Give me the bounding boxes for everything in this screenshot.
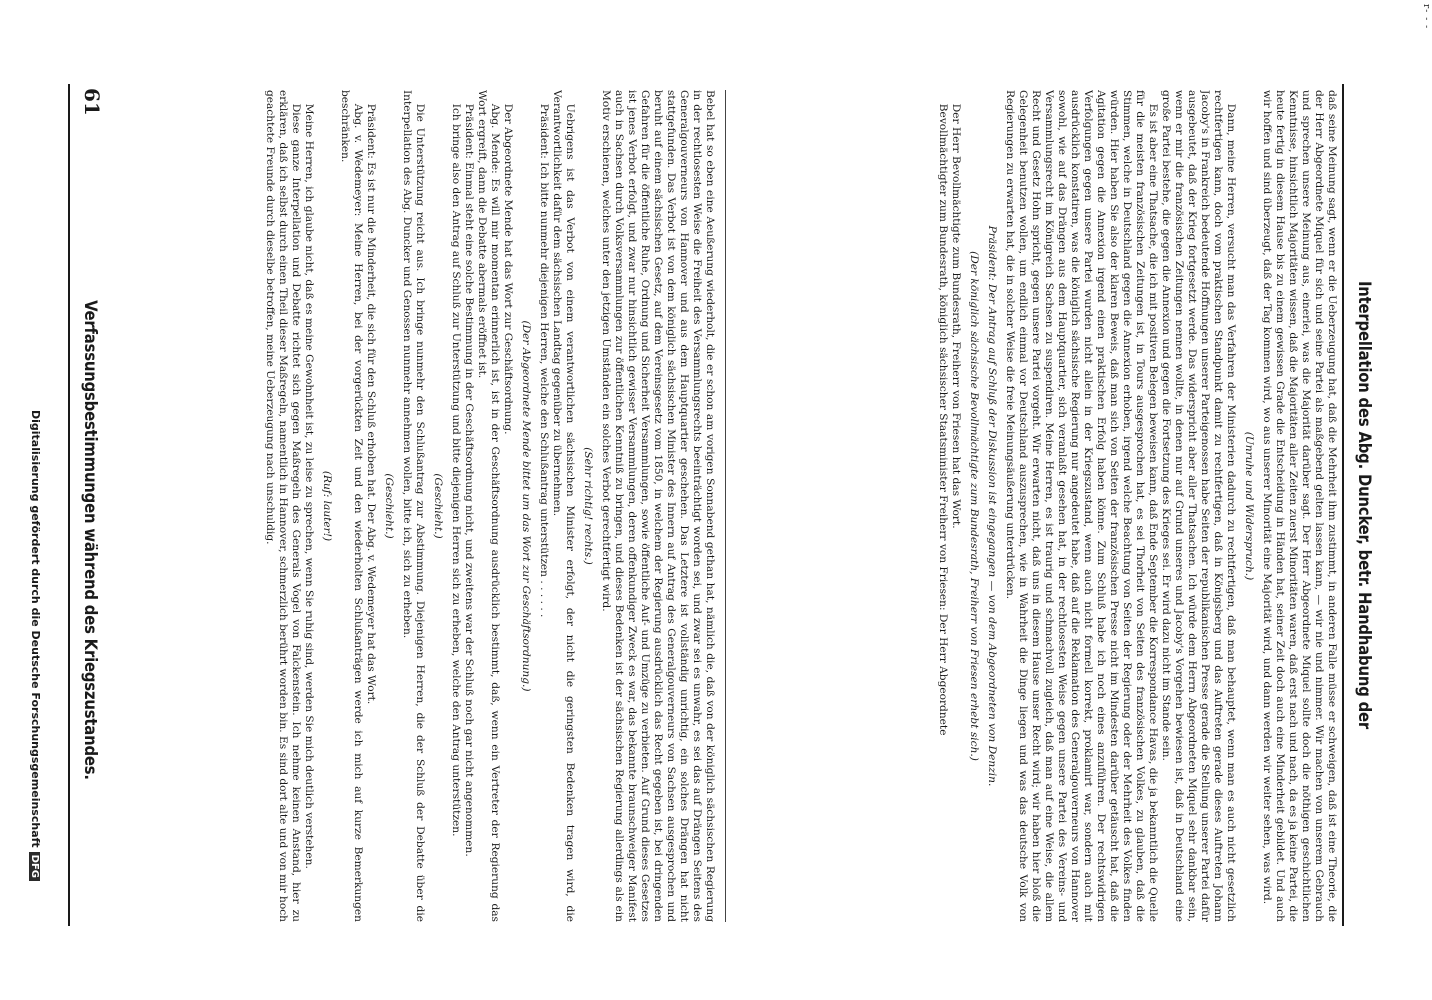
paragraph: Der Abgeordnete Mende hat das Wort zur Geschäftsordnung. [502, 103, 514, 435]
digitization-credit [22, 410, 42, 970]
paragraph: Ich bringe also den Antrag auf Schluß zur Unterstützung und bitte diejenigen Herren sich zu erheben, welche den Antrag unterstützen. [450, 103, 462, 837]
credit-text: Digitalisierung gefördert durch die Deutsche Forschungsgemeinschaft [29, 410, 42, 848]
left-header-rule [1342, 84, 1344, 926]
paragraph: Der Herr Bevollmächtigte zum Bundesrath, Freiherr von Friesen hat das Wort. [950, 103, 962, 529]
paragraph: (Ruf: lauter!) [321, 470, 333, 542]
paragraph: (Sehr richtig! rechts.) [582, 447, 594, 565]
paragraph: (Unruhe und Widerspruch.) [1243, 431, 1255, 581]
paragraph: Es ist aber eine Thatsache, die ich mit positiven Belegen beweisen kann, daß Ende September die Korrespondance Havas, die ja bekanntlich die Quelle für die meisten französischen Zeitungen ist, in Tours ausgesprochen hat, es sei Thorheit von Seiten des französischen Volkes, zu glauben, daß die Stimmen, welche in Deutschland gegen die Annexion erhoben, irgend welche Beachtung von Seiten der Regierung oder der Mehrheit des Volkes finden würden. Hier haben Sie also der klaren Beweis, daß man sich von Seiten der französischen Presse nicht im Mindesten darüber getäuscht hat, daß die Agitation gegen die Annexion irgend einen praktischen Erfolg haben könne. Zum Schluß habe ich noch eines anzuführen. Der rechtswidrigen Verfolgungen gegen unsere Partei wurden nicht allein in der Kriegszustand, wenn auch nicht formell korrekt, proklamirt war, sondern auch mit ausdrücklich konstatiren, was die königlich sächsische Regierung nur angedeutet habe, daß auf die Reklamation des Generalgouverneurs von Hannover sowohl, wie auf das Drängen aus dem Hauptquartier, sich veranlaßt gesehen hat, in der rechtlosesten Weise gegen unsere Partei des Vereins- und Versammlungsrecht im Königreich Sachsen zu suspendiren. Meine Herren, es ist traurig und schmachvoll zugleich, daß man auf eine Weise, die allem Recht und Gesetz Hohn spricht, gegen unsere Partei vorgeht. Wir erwarten nicht, daß uns in diesem Hause unser Recht wird; wir haben hier bloß die Gelegenheit benutzen wollen, um endlich einmal vor Deutschland auszusprechen, wie in Wahrheit die Dinge liegen und was das deutsche Volk von Regierungen zu erwarten hat, die in solcher Weise die freie Meinungsäußerung unterdrücken. [1004, 90, 1159, 922]
paragraph: (Geschieht.) [383, 473, 395, 539]
paragraph: Meine Herren, ich glaube nicht, daß es meine Gewohnheit ist, zu leise zu sprechen, wenn Sie ruhig sind, werden Sie mich deutlich verstehen. [303, 103, 315, 869]
paragraph: (Der Abgeordnete Mende bittet um das Wort zur Geschäftsordnung.) [520, 320, 532, 692]
paragraph: daß seine Meinung sagt, wenn er die Ueberzeugung hat, daß die Mehrheit ihm zustimmt, in anderen Falle müsse er schweigen, daß ist eine Theorie, die der Herr Abgeordnete Miquel für sich und seine Partei als maßgebend gelten lassen kann, — wir nie und nimmer. Wir machen von unserem Gebrauch und sprechen unsere Meinung aus, einerlei, was die Majorität darüber sagt. Der Herr Abgeordnete Miquel sollte doch die nöthigen geschichtlichen Kenntnisse, hinsichtlich Majoritäten wissen, daß die Majoritäten aller Zeiten zuerst Minoritäten waren, daß erst nach und nach, da es ja keine Partei, die heute fertig in diesem Hause bis zu einem gewissen Grade die Entscheidung in Händen hat, seiner Zeit doch auch eine Minderheit gebildet. Und auch wir hoffen und sind überzeugt, daß der Tag kommen wird, wo aus unserer Minorität eine Majorität wird, und dann werden wir weiter sehen, was wird. [1261, 90, 1338, 922]
paragraph: Präsident: Es ist nur die Minderheit, die sich für den Schluß erhoben hat. Der Abg. v. Wedemeyer hat das Wort. [365, 103, 377, 705]
paragraph: Bevollmächtigter zum Bundesrath, königlich sächsischer Staatsminister Freiherr von Friesen: Der Herr Abgeordnete [937, 103, 949, 736]
page-number: 61 [80, 88, 104, 116]
paragraph: Abg. Mende: Es will mir momentan erinnerlich ist, ist in der Geschäftsordnung ausdrücklich bestimmt, daß, wenn ein Vertreter der Regierung das Wort ergreift, dann die Debatte abermals eröffnet ist. [476, 90, 501, 922]
right-running-head: Verfassungsbestimmungen während des Kriegszustandes. [81, 300, 100, 780]
paragraph: Diese ganze Interpellation und Debatte richtet sich gegen Maßregeln des Generals Vogel von Falckenstein. Ich nehme keinen Anstand, hier zu erklären, daß ich selbst durch einen Theil dieser Maßregeln, namentlich in Hannover, schmerzlich berührt worden bin. Es sind dort alte und von mir hoch geachtete Freunde durch dieselbe betroffen, meine Ueberzeugung nach unschuldig. [264, 90, 302, 922]
left-page-header [1346, 84, 1376, 926]
left-page-text [730, 90, 1338, 922]
paragraph: Bebel hat so eben eine Aeußerung wiederholt, die er schon am vorigen Sonnabend gethan hat, nämlich die, daß von der königlich sächsischen Regierung in der rechtlosesten Weise die Freiheit des Versammlungsrechts beeinträchtigt worden sei, und zwar sei es unwahr, es sei das auf Drängen Seitens des Generalgouverneurs von Hannover und aus dem Hauptquartier geschehen. Das Letztere ist vollständig unrichtig, ein solches Drängen hat nicht stattgefunden. Das Verbot ist von dem königlich sächsischen Minister des Innern auf Antrag des Generalgouverneurs von Sachsen ausgesprochen und beruht auf einem sächsischen Gesetz, auf dem Vereinsgesetz vom 1850, in welchem der Regierung ausdrücklich das Recht gegeben ist, bei dringenden Gefahren für die öffentliche Ruhe, Ordnung und Sicherheit Versammlungen, sowie öffentliche Auf- und Umzüge zu verbieten. Auf Grund dieses Gesetzes ist jenes Verbot erfolgt, und zwar nur hinsichtlich gewisser Versammlungen, deren offenkundiger Zweck es war, das bekannte braunschweiger Manifest auch in Sachsen durch Volksversammlungen zur öffentlichen Kenntniß zu bringen, und dieses Bedenken ist der sächsischen Regierung allerdings als ein Motiv erschienen, welches unter den jetzigen Umständen ein solches Verbot gerechtfertigt wird. [600, 90, 716, 922]
right-header-rule [68, 84, 70, 926]
paragraph: Abg. v. Wedemeyer: Meine Herren, bei der vorgerückten Zeit und den wiederholten Schlußanträgen werde ich mich auf kurze Bemerkungen beschränken. [339, 90, 364, 922]
paragraph: (Der königlich sächsische Bevollmächtigte zum Bundesrath, Freiherr von Friesen erhebt sich.) [968, 251, 980, 761]
left-running-head: Interpellation des Abg. Duncker, betr. Handhabung der [1355, 280, 1374, 730]
paragraph: Uebrigens ist das Verbot von einem verantwortlichen sächsischen Minister erfolgt, der nicht die geringsten Bedenken tragen wird, die Verantwortlichkeit dafür dem sächsischen Landtag gegenüber zu übernehmen. [551, 90, 576, 922]
paragraph: (Geschieht.) [432, 473, 444, 539]
page-divider [725, 90, 726, 922]
dfg-badge: DFG [29, 852, 40, 881]
corner-mark: r- - - [1421, 4, 1431, 30]
right-page-header [72, 84, 102, 926]
paragraph: Präsident: Der Antrag auf Schluß der Diskussion ist eingegangen — von dem Abgeordneten von Denzin. [986, 225, 998, 787]
paragraph: Die Unterstützung reicht aus. Ich bringe nunmehr den Schlußantrag zur Abstimmung. Diejenigen Herren, die der Schluß der Debatte über die Interpellation des Abg. Duncker und Genossen nunmehr annehmen wollen, bitte ich, sich zu erheben. [401, 90, 426, 922]
right-page-text [106, 90, 716, 922]
paragraph: Präsident: Einmal steht eine solche Bestimmung in der Geschäftsordnung nicht, und zweitens war der Schluß noch gar nicht angenommen. [463, 103, 475, 857]
paragraph: Dann, meine Herren, versucht man das Verfahren der Ministerien dadurch zu rechtfertigen, daß man behauptet, wenn man es auch nicht gesetzlich rechtfertigen kann, doch vom praktischen Standpunkt damit zu rechtfertigen, daß in Königsberg und das Auftreten gerade dieses Auftreten Johann Jacoby's in Frankreich bedeutende Hoffnungen unserer Parteigenossen habe Seiten der republikanischen Presse gerade die Stellung unserer Partei dafür ausgebeutet, daß der Krieg fortgesetzt werde. Das widerspricht aber aller Thatsachen. Ich würde dem Herrn Abgeordneten Miquel sehr dankbar sein, wenn er mir die französischen Zeitungen nennen wollte, in denen nur auf Grund unseres und Jacoby's Vorgehen bewiesen ist, daß in Deutschland eine große Partei bestehe, die gegen die Annexion und gegen die Fortsetzung des Krieges sei. Er wird dazu nicht im Stande sein. [1160, 90, 1237, 922]
paragraph: Präsident: Ich bitte nunmehr diejenigen Herren, welche den Schlußantrag unterstützen . . . . . . [538, 103, 550, 618]
